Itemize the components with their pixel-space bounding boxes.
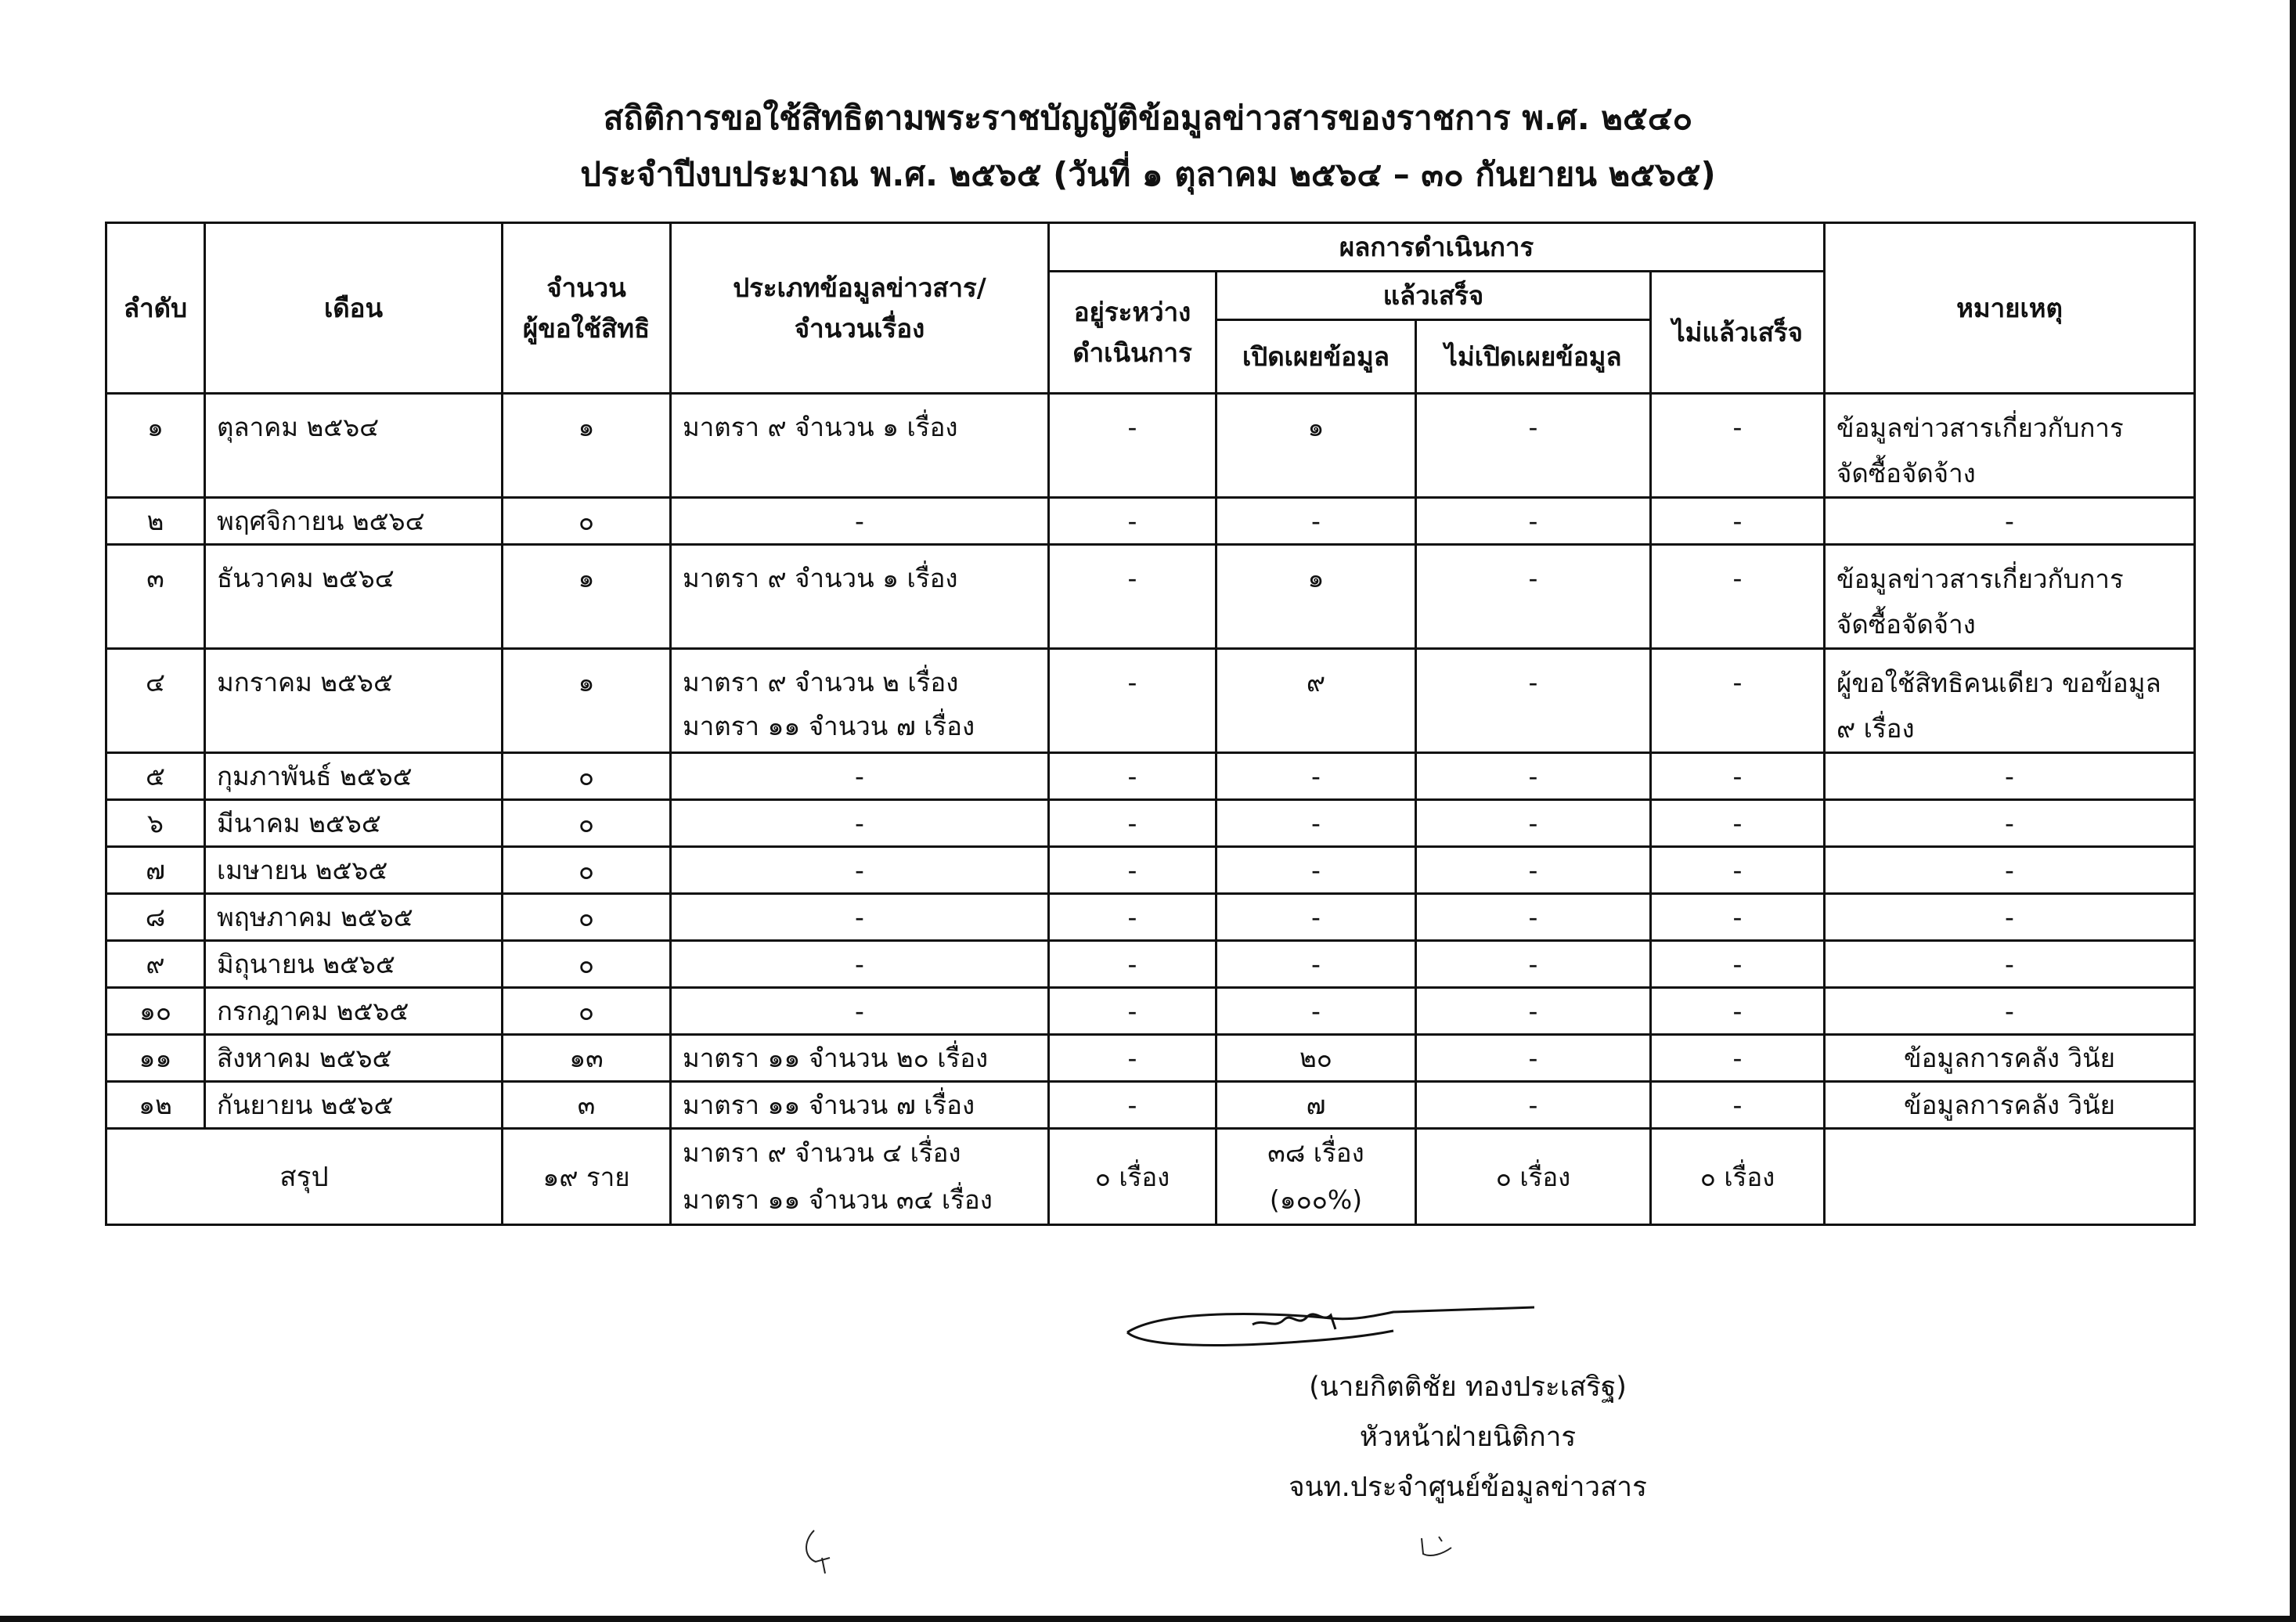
cell-not-completed: -: [1651, 394, 1825, 498]
cell-month: พฤษภาคม ๒๕๖๕: [205, 894, 503, 941]
cell-info: -: [671, 941, 1049, 988]
cell-in-progress: -: [1049, 1035, 1216, 1082]
summary-in-progress: ๐ เรื่อง: [1049, 1129, 1216, 1225]
cell-info: มาตรา ๙ จำนวน ๑ เรื่อง: [671, 545, 1049, 649]
header-in-progress: [1049, 272, 1216, 394]
signer-name: (นายกิตติชัย ทองประเสริฐ): [1309, 1371, 1627, 1403]
summary-disclosed: [1216, 1129, 1416, 1225]
cell-month: พฤศจิกายน ๒๕๖๔: [205, 498, 503, 545]
cell-not-disclosed: -: [1416, 1082, 1651, 1129]
cell-in-progress: -: [1049, 1082, 1216, 1129]
table-row: [106, 941, 2195, 988]
cell-disclosed: ๗: [1216, 1082, 1416, 1129]
cell-disclosed: ๑: [1216, 545, 1416, 649]
cell-remarks: -: [1825, 894, 2195, 941]
scan-speck: [798, 1526, 845, 1581]
header-requesters: [503, 223, 671, 394]
cell-in-progress: -: [1049, 894, 1216, 941]
summary-label: สรุป: [106, 1129, 503, 1225]
cell-not-completed: -: [1651, 753, 1825, 800]
cell-in-progress: -: [1049, 941, 1216, 988]
cell-month: กรกฎาคม ๒๕๖๕: [205, 988, 503, 1035]
cell-not-disclosed: -: [1416, 649, 1651, 753]
info-line-1: มาตรา ๙ จำนวน ๒ เรื่อง: [683, 667, 959, 697]
cell-requesters: ๑: [503, 649, 671, 753]
cell-requesters: ๐: [503, 894, 671, 941]
cell-disclosed: ๙: [1216, 649, 1416, 753]
cell-info: มาตรา ๙ จำนวน ๑ เรื่อง: [671, 394, 1049, 498]
table-row: [106, 753, 2195, 800]
cell-requesters: ๐: [503, 800, 671, 847]
cell-requesters: ๐: [503, 498, 671, 545]
document-title: [0, 90, 2296, 203]
header-not-completed: ไม่แล้วเสร็จ: [1651, 272, 1825, 394]
cell-disclosed: -: [1216, 988, 1416, 1035]
title-line-1: สถิติการขอใช้สิทธิตามพระราชบัญญัติข้อมูลข่าวสารของราชการ พ.ศ. ๒๕๔๐: [603, 99, 1693, 137]
cell-no: ๘: [106, 894, 205, 941]
table-row: [106, 894, 2195, 941]
summary-info-line-2: มาตรา ๑๑ จำนวน ๓๔ เรื่อง: [683, 1184, 993, 1215]
cell-no: ๕: [106, 753, 205, 800]
header-completed: แล้วเสร็จ: [1216, 272, 1651, 320]
cell-not-disclosed: -: [1416, 498, 1651, 545]
header-info-type: [671, 223, 1049, 394]
header-not-disclosed: ไม่เปิดเผยข้อมูล: [1416, 320, 1651, 394]
header-info-type-line-2: จำนวนเรื่อง: [794, 312, 925, 344]
title-line-2: ประจำปีงบประมาณ พ.ศ. ๒๕๖๕ (วันที่ ๑ ตุลาคม ๒๕๖๔ – ๓๐ กันยายน ๒๕๖๕): [580, 155, 1716, 193]
cell-not-completed: -: [1651, 847, 1825, 894]
remark-line-1: ข้อมูลข่าวสารเกี่ยวกับการ: [1836, 564, 2124, 594]
cell-requesters: ๐: [503, 988, 671, 1035]
header-requesters-line-1: จำนวน: [546, 272, 626, 303]
cell-requesters: ๐: [503, 941, 671, 988]
cell-info: -: [671, 498, 1049, 545]
header-results: ผลการดำเนินการ: [1049, 223, 1825, 272]
cell-disclosed: -: [1216, 847, 1416, 894]
summary-row: [106, 1129, 2195, 1225]
cell-in-progress: -: [1049, 394, 1216, 498]
handwritten-signature: [1096, 1284, 1534, 1354]
cell-remarks: -: [1825, 988, 2195, 1035]
table-row: [106, 988, 2195, 1035]
cell-in-progress: -: [1049, 753, 1216, 800]
summary-info: [671, 1129, 1049, 1225]
summary-disclosed-line-2: (๑๐๐%): [1269, 1184, 1363, 1215]
summary-info-line-1: มาตรา ๙ จำนวน ๔ เรื่อง: [683, 1137, 961, 1168]
cell-not-disclosed: -: [1416, 394, 1651, 498]
cell-in-progress: -: [1049, 800, 1216, 847]
cell-no: ๑๒: [106, 1082, 205, 1129]
cell-not-completed: -: [1651, 498, 1825, 545]
cell-disclosed: -: [1216, 498, 1416, 545]
cell-requesters: ๐: [503, 847, 671, 894]
cell-not-completed: -: [1651, 1082, 1825, 1129]
cell-month: มกราคม ๒๕๖๕: [205, 649, 503, 753]
cell-no: ๓: [106, 545, 205, 649]
cell-remarks: ข้อมูลการคลัง วินัย: [1825, 1082, 2195, 1129]
summary-not-disclosed: ๐ เรื่อง: [1416, 1129, 1651, 1225]
cell-month: เมษายน ๒๕๖๕: [205, 847, 503, 894]
remark-line-1: ผู้ขอใช้สิทธิคนเดียว ขอข้อมูล: [1836, 668, 2161, 698]
table-row: [106, 1035, 2195, 1082]
cell-disclosed: -: [1216, 753, 1416, 800]
header-disclosed: เปิดเผยข้อมูล: [1216, 320, 1416, 394]
cell-disclosed: ๒๐: [1216, 1035, 1416, 1082]
header-no: ลำดับ: [106, 223, 205, 394]
header-month: เดือน: [205, 223, 503, 394]
cell-info: มาตรา ๑๑ จำนวน ๗ เรื่อง: [671, 1082, 1049, 1129]
cell-requesters: ๐: [503, 753, 671, 800]
scan-edge-bottom: [0, 1616, 2296, 1622]
cell-disclosed: -: [1216, 800, 1416, 847]
cell-info: -: [671, 988, 1049, 1035]
header-remarks: หมายเหตุ: [1825, 223, 2195, 394]
cell-not-completed: -: [1651, 1035, 1825, 1082]
cell-remarks: -: [1825, 941, 2195, 988]
cell-in-progress: -: [1049, 847, 1216, 894]
scan-edge-right: [2290, 0, 2296, 1622]
signer-office: จนท.ประจำศูนย์ข้อมูลข่าวสาร: [1289, 1472, 1647, 1503]
cell-remarks: [1825, 394, 2195, 498]
cell-in-progress: -: [1049, 498, 1216, 545]
cell-remarks: -: [1825, 498, 2195, 545]
cell-not-disclosed: -: [1416, 894, 1651, 941]
cell-info: -: [671, 753, 1049, 800]
summary-requesters: ๑๙ ราย: [503, 1129, 671, 1225]
table-row: [106, 847, 2195, 894]
table-row: [106, 394, 2195, 498]
table-row: [106, 545, 2195, 649]
cell-month: มิถุนายน ๒๕๖๕: [205, 941, 503, 988]
cell-remarks: -: [1825, 800, 2195, 847]
cell-not-completed: -: [1651, 545, 1825, 649]
cell-in-progress: -: [1049, 988, 1216, 1035]
table-row: [106, 498, 2195, 545]
table-row: [106, 649, 2195, 753]
cell-no: ๙: [106, 941, 205, 988]
cell-not-completed: -: [1651, 894, 1825, 941]
cell-no: ๗: [106, 847, 205, 894]
cell-requesters: ๓: [503, 1082, 671, 1129]
header-in-progress-line-2: ดำเนินการ: [1072, 337, 1192, 368]
cell-not-disclosed: -: [1416, 941, 1651, 988]
cell-in-progress: -: [1049, 649, 1216, 753]
cell-not-disclosed: -: [1416, 988, 1651, 1035]
remark-line-2: จัดซื้อจัดจ้าง: [1836, 609, 1976, 640]
cell-month: ตุลาคม ๒๕๖๔: [205, 394, 503, 498]
cell-info: -: [671, 847, 1049, 894]
cell-not-completed: -: [1651, 941, 1825, 988]
summary-not-completed: ๐ เรื่อง: [1651, 1129, 1825, 1225]
cell-no: ๒: [106, 498, 205, 545]
cell-info: -: [671, 894, 1049, 941]
cell-requesters: ๑๓: [503, 1035, 671, 1082]
cell-month: มีนาคม ๒๕๖๕: [205, 800, 503, 847]
cell-no: ๑๐: [106, 988, 205, 1035]
cell-info: [671, 649, 1049, 753]
cell-remarks: [1825, 649, 2195, 753]
cell-remarks: [1825, 545, 2195, 649]
cell-disclosed: -: [1216, 894, 1416, 941]
cell-requesters: ๑: [503, 545, 671, 649]
cell-not-disclosed: -: [1416, 800, 1651, 847]
summary-disclosed-line-1: ๓๘ เรื่อง: [1267, 1137, 1364, 1168]
remark-line-2: จัดซื้อจัดจ้าง: [1836, 458, 1976, 488]
cell-no: ๑: [106, 394, 205, 498]
cell-not-completed: -: [1651, 988, 1825, 1035]
cell-info: มาตรา ๑๑ จำนวน ๒๐ เรื่อง: [671, 1035, 1049, 1082]
info-line-2: มาตรา ๑๑ จำนวน ๗ เรื่อง: [683, 711, 975, 741]
cell-month: ธันวาคม ๒๕๖๔: [205, 545, 503, 649]
cell-in-progress: -: [1049, 545, 1216, 649]
scan-speck: [1415, 1530, 1462, 1573]
cell-no: ๖: [106, 800, 205, 847]
cell-not-disclosed: -: [1416, 1035, 1651, 1082]
cell-disclosed: -: [1216, 941, 1416, 988]
cell-no: ๔: [106, 649, 205, 753]
table-header: [106, 223, 2195, 394]
cell-month: สิงหาคม ๒๕๖๕: [205, 1035, 503, 1082]
summary-remarks: [1825, 1129, 2195, 1225]
cell-requesters: ๑: [503, 394, 671, 498]
statistics-table: [105, 222, 2196, 1226]
cell-month: กุมภาพันธ์ ๒๕๖๕: [205, 753, 503, 800]
cell-not-disclosed: -: [1416, 753, 1651, 800]
cell-not-disclosed: -: [1416, 847, 1651, 894]
header-info-type-line-1: ประเภทข้อมูลข่าวสาร/: [733, 272, 986, 303]
cell-remarks: -: [1825, 753, 2195, 800]
cell-not-completed: -: [1651, 800, 1825, 847]
cell-no: ๑๑: [106, 1035, 205, 1082]
cell-remarks: ข้อมูลการคลัง วินัย: [1825, 1035, 2195, 1082]
table-row: [106, 1082, 2195, 1129]
cell-info: -: [671, 800, 1049, 847]
cell-not-completed: -: [1651, 649, 1825, 753]
cell-remarks: -: [1825, 847, 2195, 894]
table-body: [106, 394, 2195, 1225]
table-row: [106, 800, 2195, 847]
header-requesters-line-2: ผู้ขอใช้สิทธิ: [522, 312, 651, 344]
remark-line-2: ๙ เรื่อง: [1836, 713, 1915, 744]
signer-block: [1018, 1362, 1918, 1512]
cell-not-disclosed: -: [1416, 545, 1651, 649]
remark-line-1: ข้อมูลข่าวสารเกี่ยวกับการ: [1836, 413, 2124, 443]
cell-disclosed: ๑: [1216, 394, 1416, 498]
signer-position: หัวหน้าฝ่ายนิติการ: [1359, 1422, 1577, 1453]
header-in-progress-line-1: อยู่ระหว่าง: [1073, 296, 1191, 327]
cell-month: กันยายน ๒๕๖๕: [205, 1082, 503, 1129]
